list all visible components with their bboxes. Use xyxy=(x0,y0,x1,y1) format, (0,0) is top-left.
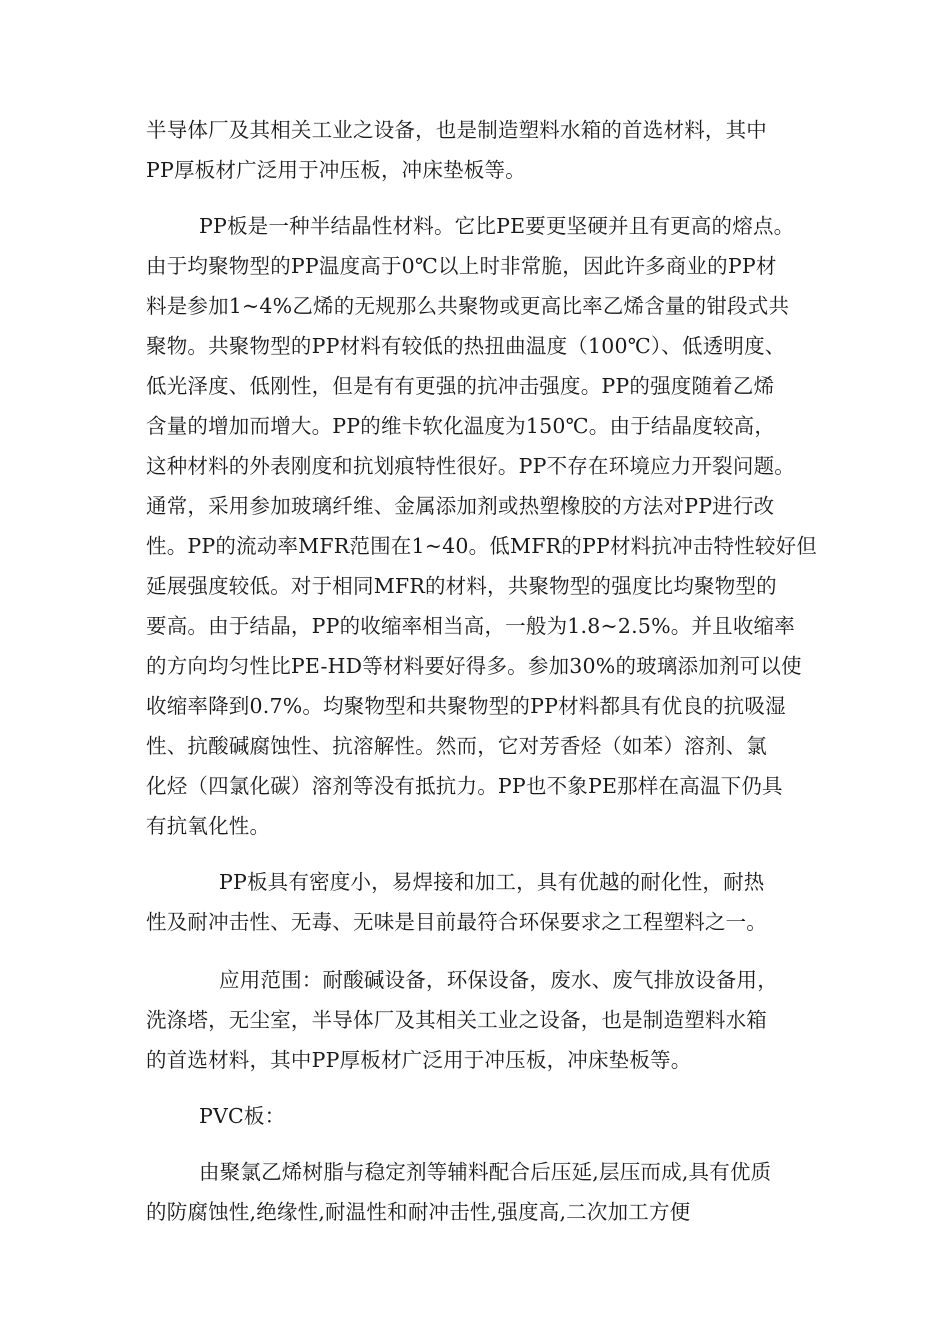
section-heading: PVC板： xyxy=(199,1104,286,1128)
text-line: 料是参加1~4%乙烯的无规那么共聚物或更高比率乙烯含量的钳段式共 xyxy=(146,294,790,318)
text-line: PP厚板材广泛用于冲压板，冲床垫板等。 xyxy=(146,158,526,182)
text-line: 收缩率降到0.7%。均聚物型和共聚物型的PP材料都具有优良的抗吸湿 xyxy=(146,694,786,718)
text-line: 含量的增加而增大。PP的维卡软化温度为150℃。由于结晶度较高， xyxy=(146,414,776,438)
text-line: 延展强度较低。对于相同MFR的材料，共聚物型的强度比均聚物型的 xyxy=(146,574,777,598)
text-line: 聚物。共聚物型的PP材料有较低的热扭曲温度（100℃）、低透明度、 xyxy=(146,334,786,358)
text-line: 的防腐蚀性,绝缘性,耐温性和耐冲击性,强度高,二次加工方便 xyxy=(146,1200,691,1224)
text-line: 的首选材料，其中PP厚板材广泛用于冲压板，冲床垫板等。 xyxy=(146,1048,692,1072)
text-line: 由于均聚物型的PP温度高于0℃以上时非常脆，因此许多商业的PP材 xyxy=(146,254,777,278)
text-line: 性、抗酸碱腐蚀性、抗溶解性。然而，它对芳香烃（如苯）溶剂、氯 xyxy=(146,734,767,758)
text-line: PP板是一种半结晶性材料。它比PE要更坚硬并且有更高的熔点。 xyxy=(199,214,795,238)
text-line: 应用范围：耐酸碱设备，环保设备，废水、废气排放设备用， xyxy=(219,968,778,992)
text-line: 这种材料的外表刚度和抗划痕特性很好。PP不存在环境应力开裂问题。 xyxy=(146,454,795,478)
text-line: 半导体厂及其相关工业之设备，也是制造塑料水箱的首选材料，其中 xyxy=(146,118,767,142)
text-line: 性。PP的流动率MFR范围在1~40。低MFR的PP材料抗冲击特性较好但 xyxy=(146,534,817,558)
text-line: 要高。由于结晶，PP的收缩率相当高，一般为1.8~2.5%。并且收缩率 xyxy=(146,614,795,638)
text-line: 通常，采用参加玻璃纤维、金属添加剂或热塑橡胶的方法对PP进行改 xyxy=(146,494,775,518)
text-line: 的方向均匀性比PE-HD等材料要好得多。参加30%的玻璃添加剂可以使 xyxy=(146,654,802,678)
text-line: 有抗氧化性。 xyxy=(146,814,271,838)
text-line: PP板具有密度小，易焊接和加工，具有优越的耐化性，耐热 xyxy=(219,870,765,894)
text-line: 由聚氯乙烯树脂与稳定剂等辅料配合后压延,层压而成,具有优质 xyxy=(199,1160,772,1184)
text-line: 洗涤塔，无尘室，半导体厂及其相关工业之设备，也是制造塑料水箱 xyxy=(146,1008,767,1032)
text-line: 低光泽度、低刚性，但是有有更强的抗冲击强度。PP的强度随着乙烯 xyxy=(146,374,775,398)
text-line: 性及耐冲击性、无毒、无味是目前最符合环保要求之工程塑料之一。 xyxy=(146,910,767,934)
text-line: 化烃（四氯化碳）溶剂等没有抵抗力。PP也不象PE那样在高温下仍具 xyxy=(146,774,783,798)
